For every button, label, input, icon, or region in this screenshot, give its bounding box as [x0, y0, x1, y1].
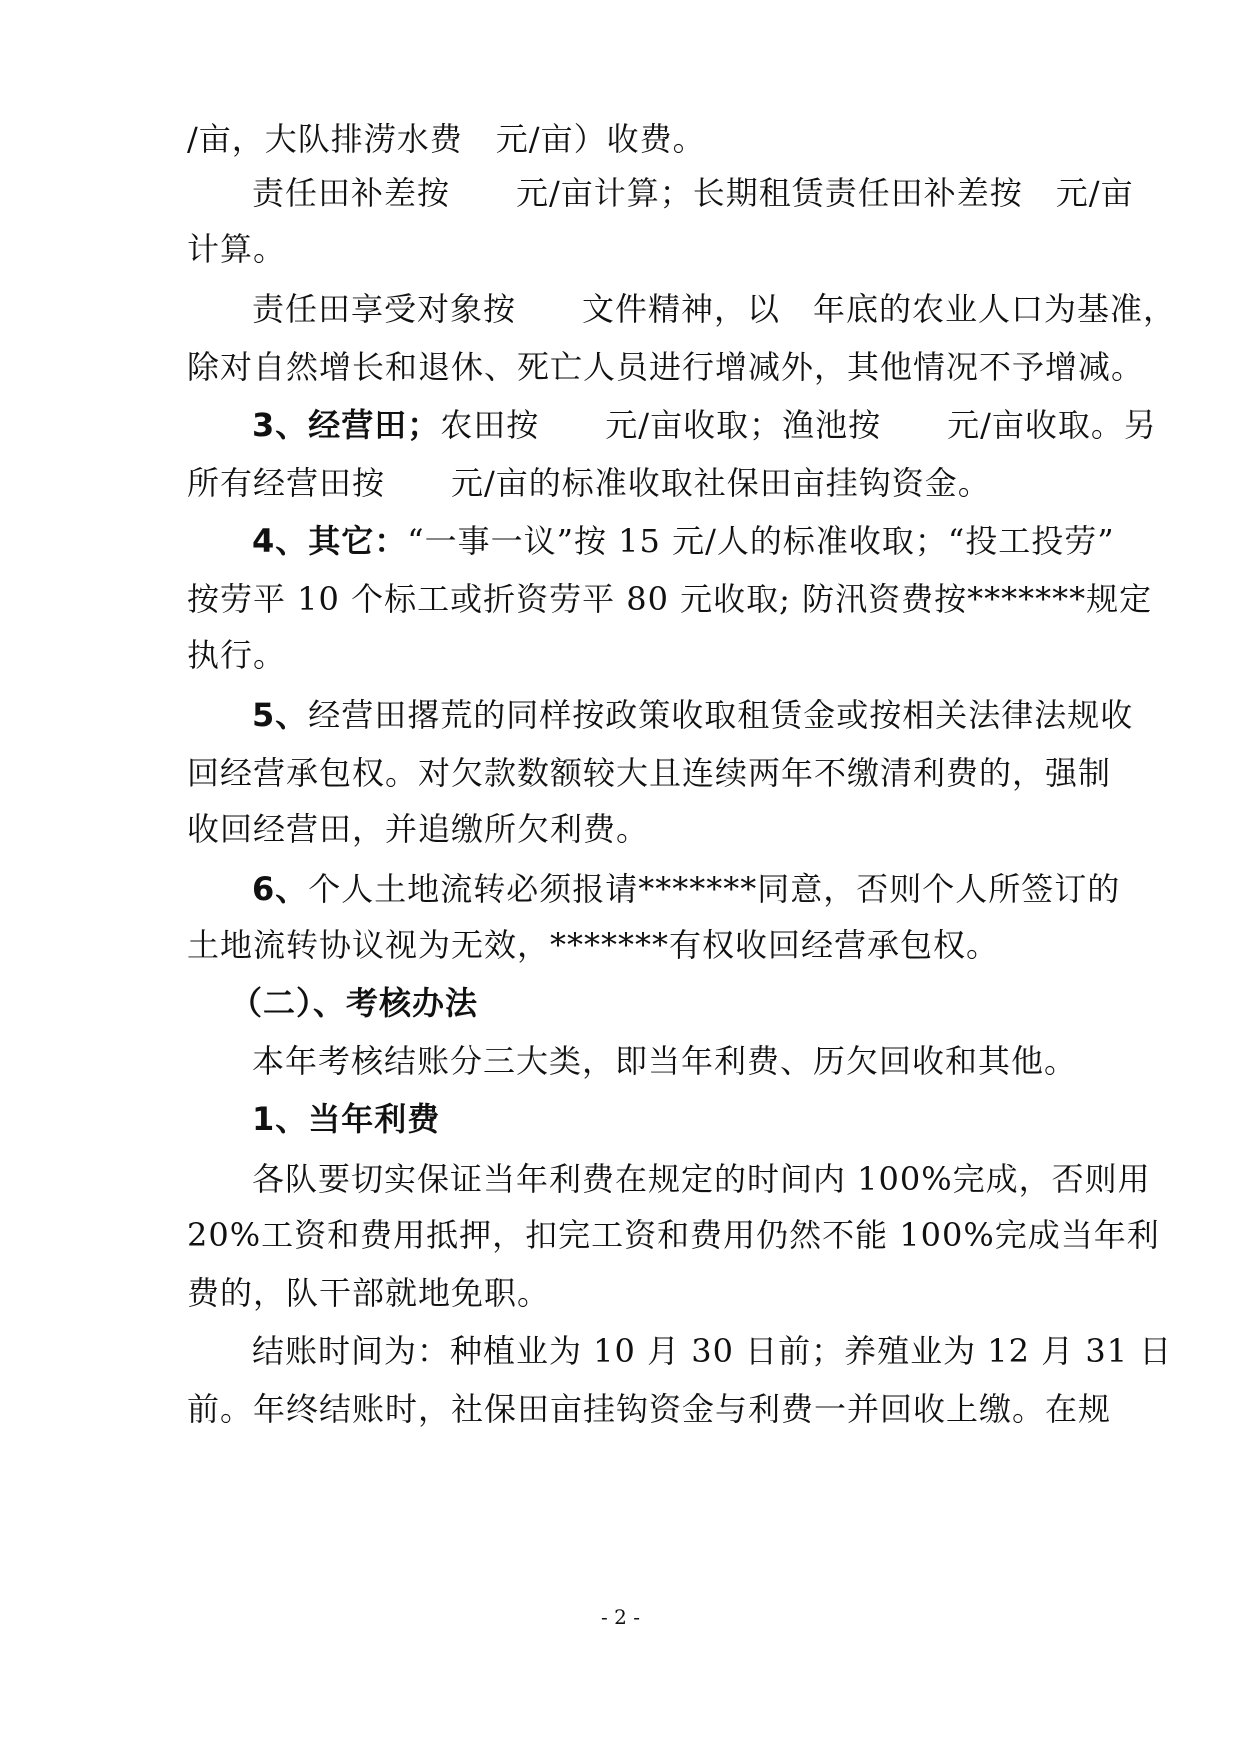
text-line: 除对自然增长和退休、死亡人员进行增减外，其他情况不予增减。 [187, 348, 1145, 386]
section-6-line [252, 866, 1212, 912]
section-heading: 4、其它： [252, 522, 408, 560]
section-3-line [252, 402, 1212, 448]
text-line: 责任田享受对象按 文件精神，以 年底的农业人口为基准， [252, 290, 1177, 328]
subsection-title: （二）、考核办法 [230, 984, 479, 1022]
text-line: 收回经营田，并追缴所欠利费。 [187, 810, 650, 848]
text-line: 责任田补差按 元/亩计算；长期租赁责任田补差按 元/亩 [252, 174, 1134, 212]
text-line: 费的，队干部就地免职。 [187, 1274, 551, 1312]
text-line: 前。年终结账时，社保田亩挂钩资金与利费一并回收上缴。在规 [187, 1390, 1112, 1428]
page-number: - 2 - [601, 1605, 640, 1629]
text-line: 回经营承包权。对欠款数额较大且连续两年不缴清利费的，强制 [187, 754, 1112, 792]
text-span: 经营田撂荒的同样按政策收取租赁金或按相关法律法规收 [308, 696, 1134, 734]
text-line: 各队要切实保证当年利费在规定的时间内 100%完成，否则用 [252, 1160, 1151, 1198]
text-line: 执行。 [187, 636, 287, 674]
text-line: 20%工资和费用抵押，扣完工资和费用仍然不能 100%完成当年利 [187, 1216, 1160, 1254]
section-number: 6、 [252, 870, 309, 908]
text-line: 所有经营田按 元/亩的标准收取社保田亩挂钩资金。 [187, 464, 991, 502]
section-4-line [252, 518, 1212, 564]
section-number: 5、 [252, 696, 309, 734]
text-span: 农田按 元/亩收取；渔池按 元/亩收取。另 [440, 406, 1157, 444]
section-heading: 3、经营田； [252, 406, 441, 444]
text-line: 计算。 [187, 230, 287, 268]
text-line: 按劳平 10 个标工或折资劳平 80 元收取; 防汛资费按*******规定 [187, 580, 1153, 618]
text-line: 本年考核结账分三大类，即当年利费、历欠回收和其他。 [252, 1042, 1078, 1080]
section-5-line [252, 692, 1212, 738]
text-span: “一事一议”按 15 元/人的标准收取；“投工投劳” [407, 522, 1115, 560]
text-span: 个人土地流转必须报请*******同意，否则个人所签订的 [308, 870, 1121, 908]
text-line: 结账时间为：种植业为 10 月 30 日前；养殖业为 12 月 31 日 [252, 1332, 1173, 1370]
text-line: 土地流转协议视为无效，*******有权收回经营承包权。 [187, 926, 1000, 964]
item-heading: 1、当年利费 [252, 1100, 441, 1138]
text-line: /亩，大队排涝水费 元/亩）收费。 [187, 120, 706, 158]
